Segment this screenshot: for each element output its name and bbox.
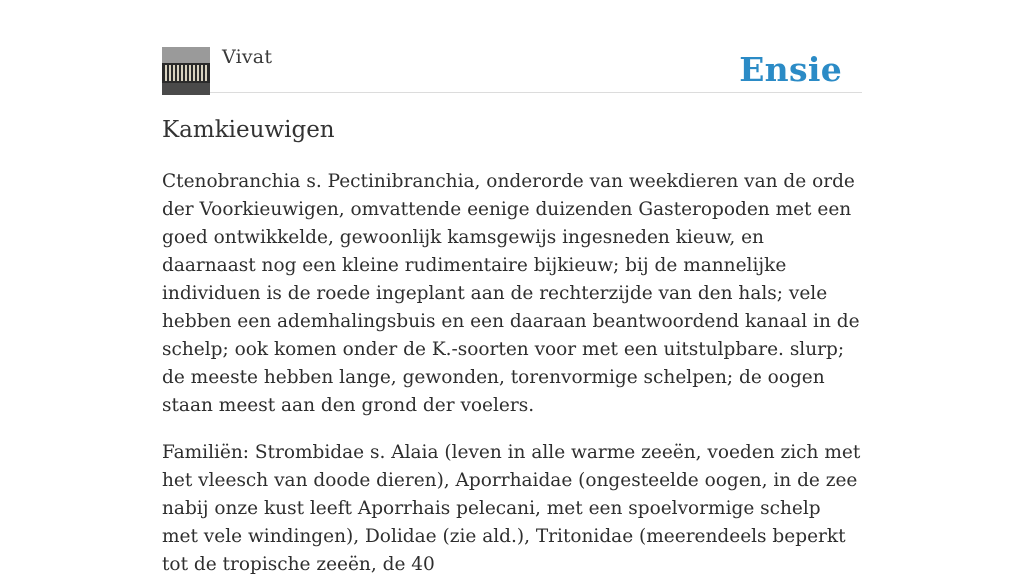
brand-logo[interactable]: Ensie [739, 50, 842, 89]
bookshelf-icon [162, 47, 210, 95]
article-title: Kamkieuwigen [162, 117, 335, 143]
site-header [162, 0, 862, 93]
article-paragraph: Ctenobranchia s. Pectinibranchia, onderorde van weekdieren van de orde der Voorkieuwigen, omvattende eenige duizenden Gasteropoden met een goed ontwikkelde, gewoonlijk kamsgewijs ingesneden kieuw, en daarnaast nog een kleine rudimentaire bijkieuw; bij de mannelijke individuen is de roede ingeplant aan de rechterzijde van den hals; vele hebben een ademhalingsbuis en een daaraan beantwoordend kanaal in de schelp; ook komen onder de K.-soorten voor met een uitstulpbare. slurp; de meeste hebben lange, gewonden, torenvormige schelpen; de oogen staan meest aan den grond der voelers. [162, 171, 860, 416]
article-paragraph: Familiën: Strombidae s. Alaia (leven in alle warme zeeën, voeden zich met het vleesch van doode dieren), Aporrhaidae (ongesteelde oogen, in de zee nabij onze kust leeft Aporrhais pelecani, met een spoelvormige schelp met vele windingen), Dolidae (zie ald.), Tritonidae (meerendeels beperkt tot de tropische zeeën, de 40 [162, 442, 861, 575]
publisher-avatar[interactable] [162, 47, 210, 95]
document-container [162, 0, 862, 579]
publisher-name[interactable]: Vivat [222, 46, 273, 68]
